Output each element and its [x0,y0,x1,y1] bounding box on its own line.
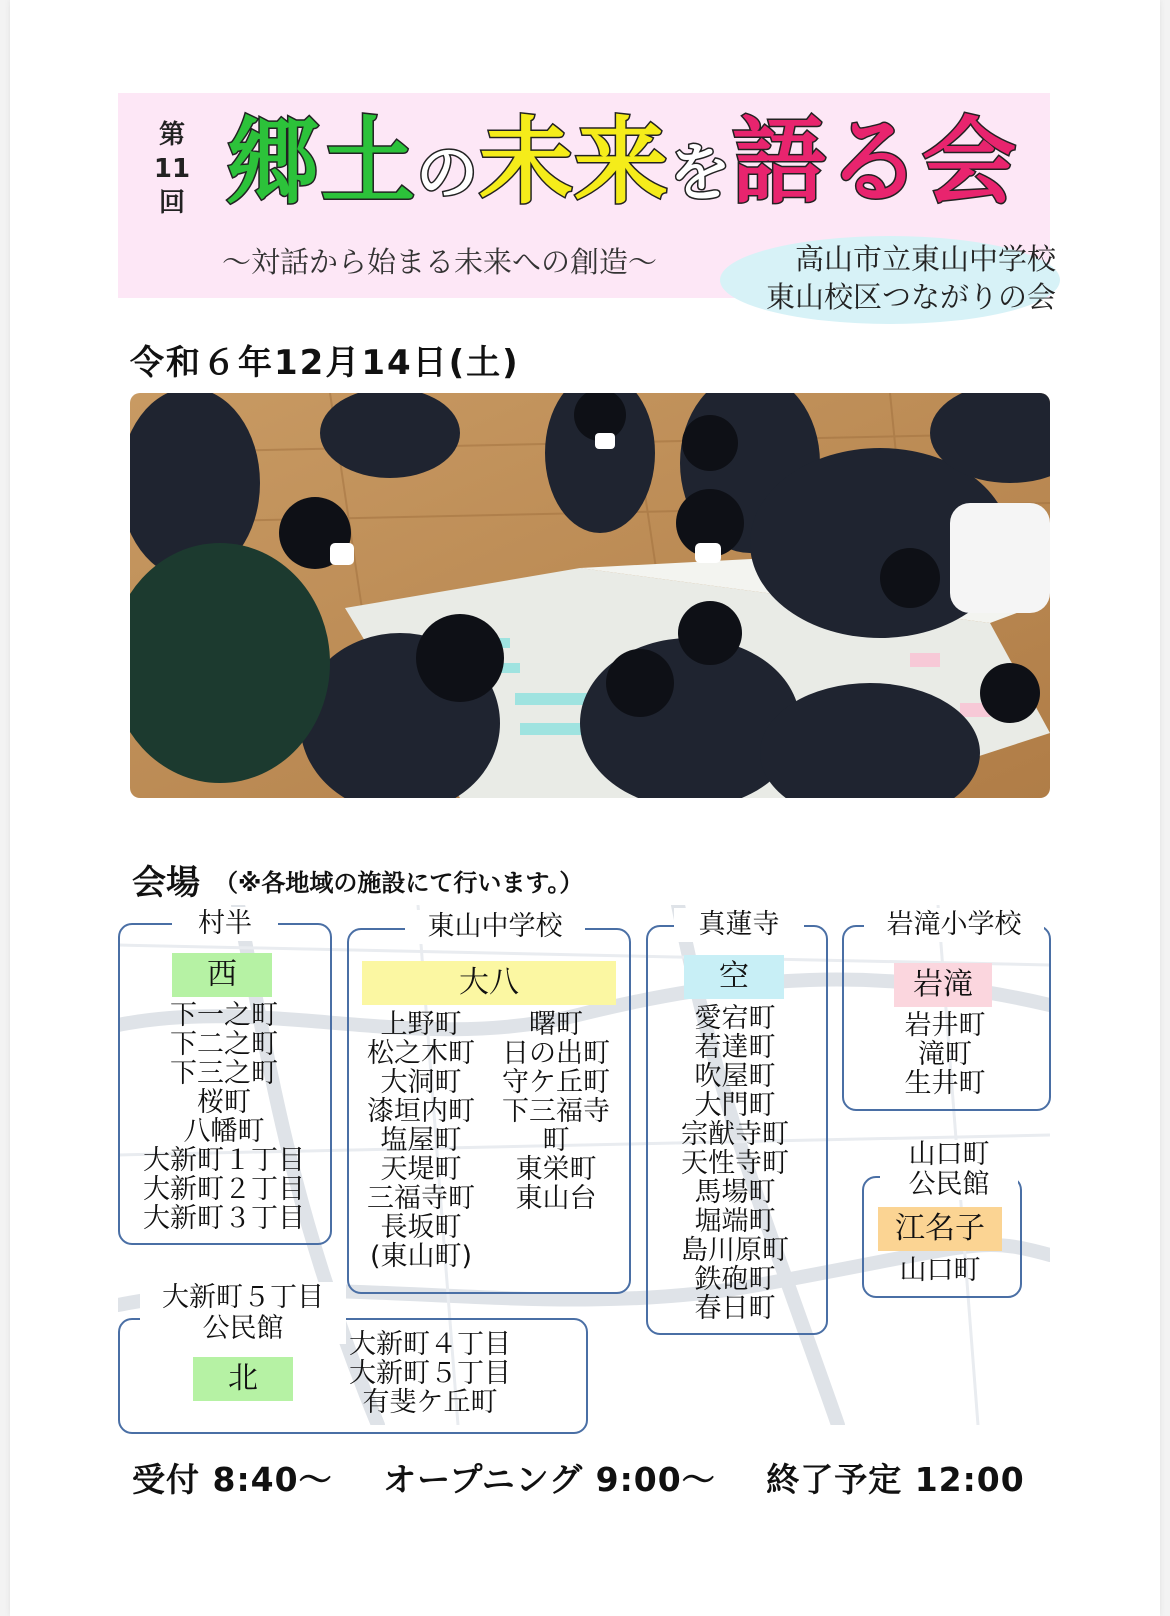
event-date: 令和６年12月14日(土) [130,343,520,383]
venue-facility-daishinmachi5-hall: 大新町５丁目 公民館 [140,1282,346,1344]
venue-facility-iwataki-es: 岩滝小学校 [864,908,1044,942]
town-list-nishi: 下一之町 下二之町 下三之町 桜町 八幡町 大新町１丁目 大新町２丁目 大新町３丁目 [143,1000,305,1234]
town-list-kita: 大新町４丁目 大新町５丁目 有斐ケ丘町 [349,1329,511,1418]
event-subtitle: 〜対話から始まる未来への創造〜 [222,245,658,279]
district-tag-enako: 江名子 [878,1207,1002,1251]
district-tag-nishi: 西 [172,953,272,997]
town-list-daihachi-left: 上野町 松之木町 大洞町 漆垣内町 塩屋町 天堤町 三福寺町 長坂町 (東山町) [367,1009,475,1272]
venue-facility-murahan: 村半 [172,907,278,941]
schedule-end: 終了予定 12:00 [766,1460,1025,1499]
town-list-sora: 愛宕町 若達町 吹屋町 大門町 宗猷寺町 天性寺町 馬場町 堀端町 島川原町 鉄砲町 春日町 [681,1003,789,1324]
district-tag-iwataki: 岩滝 [894,963,992,1007]
town-list-iwataki: 岩井町 滝町 生井町 [904,1010,986,1099]
schedule-opening: オープニング 9:00〜 [383,1460,716,1499]
schedule-reception: 受付 8:40〜 [132,1460,333,1499]
event-photo [130,393,1050,798]
schedule [132,1454,1063,1501]
venue-facility-yamaguchi-hall: 山口町 公民館 [880,1140,1018,1200]
town-list-enako: 山口町 [899,1255,981,1286]
edition-label: 第 11 回 [153,120,191,218]
organizers: 高山市立東山中学校 東山校区つながりの会 [765,242,1056,314]
town-list-daihachi-right: 曙町 日の出町 守ケ丘町 下三福寺 町 東栄町 東山台 [502,1009,610,1214]
district-tag-sora: 空 [684,955,784,999]
event-title: 郷土の未来を語る会 [226,108,1018,217]
venue-facility-higashiyama-jhs: 東山中学校 [405,910,585,944]
district-tag-kita: 北 [193,1357,293,1401]
venue-facility-shinrenji: 真蓮寺 [674,908,804,942]
district-tag-daihachi: 大八 [362,961,616,1005]
venue-title: 会場 （※各地域の施設にて行います。） [132,863,584,903]
photo-illustration [130,393,1050,798]
